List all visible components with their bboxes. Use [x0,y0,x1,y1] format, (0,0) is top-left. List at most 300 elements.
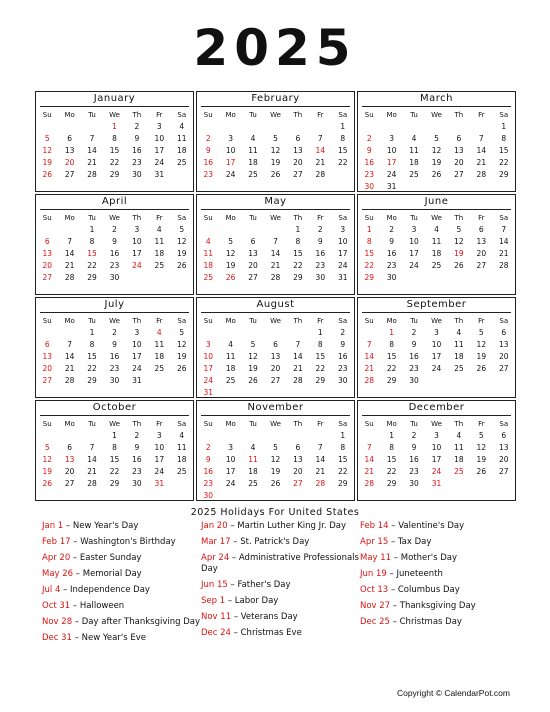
day-cell: 4 [156,328,162,337]
day-cell: 29 [87,273,97,282]
day-cell: 19 [476,352,487,361]
weekday-label: Mo [225,420,236,428]
day-cell: 15 [386,455,397,464]
day-cell: 21 [270,261,281,270]
copyright: Copyright © CalendarPot.com [396,688,510,698]
weekday-label: Th [454,420,464,428]
day-cell: 24 [132,261,142,270]
weekday-label: Sa [177,420,187,428]
holidays-column-3 [360,521,520,633]
holiday-name: – New Year's Day [63,521,139,531]
day-cell: 19 [42,158,52,167]
day-cell: 18 [225,364,236,373]
weekday-label: Tu [88,420,96,428]
day-cell: 28 [64,273,75,282]
holiday-item [201,628,361,639]
weekday-label: Mo [225,111,236,119]
day-cell: 18 [176,455,187,464]
day-cell: 26 [176,261,187,270]
day-cell: 12 [176,340,187,349]
holiday-name: – New Year's Eve [71,633,146,643]
holiday-item [201,537,361,548]
day-cell: 25 [248,170,258,179]
holiday-item [42,633,202,644]
holiday-item [201,521,361,532]
holiday-date: Dec 25 [360,617,390,627]
day-cell: 19 [176,249,187,258]
weekday-label: Mo [64,317,75,325]
day-cell: 8 [89,340,95,349]
day-cell: 10 [431,443,442,452]
weekday-label: Tu [410,214,418,222]
day-cell: 31 [386,182,397,191]
month-title: March [362,92,511,107]
day-cell: 1 [295,225,301,234]
holidays-title: 2025 Holidays For United States [190,507,360,518]
weekday-label: We [270,317,281,325]
weekday-label: Th [293,420,303,428]
day-cell: 19 [431,158,442,167]
day-cell: 27 [64,479,75,488]
year-title: 2025 [193,19,357,77]
holiday-date: Apr 15 [360,537,389,547]
day-cell: 1 [340,431,346,440]
holiday-date: Jun 19 [360,569,387,579]
holiday-item [360,585,520,596]
month-september [357,297,516,398]
day-cell: 20 [476,249,487,258]
holiday-item [360,553,520,564]
day-cell: 4 [456,328,462,337]
day-cell: 3 [434,328,439,337]
day-cell: 30 [409,479,419,488]
day-cell: 10 [386,146,397,155]
day-cell: 21 [293,364,303,373]
day-cell: 3 [389,134,395,143]
holiday-item [201,612,361,623]
weekday-label: Sa [499,111,509,119]
day-cell: 16 [409,352,419,361]
holiday-date: May 11 [360,553,392,563]
holiday-item [360,537,520,548]
day-cell: 10 [431,340,442,349]
day-cell: 25 [409,170,419,179]
day-cell: 8 [295,237,301,246]
day-cell: 17 [337,249,348,258]
day-cell: 20 [64,158,75,167]
weekday-label: Su [203,111,213,119]
day-cell: 11 [454,340,464,349]
day-cell: 10 [154,443,165,452]
day-cell: 12 [454,237,464,246]
day-cell: 31 [154,479,165,488]
day-cell: 10 [203,352,213,361]
day-cell: 1 [501,122,507,131]
day-cell: 19 [270,467,281,476]
day-cell: 20 [248,261,258,270]
weekday-label: Th [454,317,464,325]
weekday-label: Su [364,214,374,222]
day-cell: 26 [270,170,281,179]
day-cell: 15 [293,249,303,258]
day-cell: 26 [476,467,487,476]
day-cell: 28 [364,376,374,385]
day-cell: 30 [109,273,120,282]
day-cell: 26 [270,479,281,488]
holiday-date: Dec 31 [42,633,72,643]
day-cell: 30 [203,491,213,500]
day-cell: 28 [315,170,326,179]
day-cell: 1 [112,431,117,440]
weekday-label: Mo [225,214,236,222]
day-cell: 3 [156,431,162,440]
day-cell: 21 [87,158,97,167]
holiday-date: Feb 17 [42,537,71,547]
day-cell: 15 [498,146,509,155]
day-cell: 13 [476,237,487,246]
day-cell: 26 [248,376,258,385]
day-cell: 6 [295,443,301,452]
day-cell: 15 [337,455,348,464]
holiday-date: Jun 15 [201,580,228,590]
day-cell: 23 [132,158,142,167]
day-cell: 14 [87,455,97,464]
day-cell: 10 [154,134,165,143]
day-cell: 2 [389,225,395,234]
day-cell: 16 [109,249,120,258]
day-cell: 5 [250,340,256,349]
holiday-item [42,617,202,628]
month-april [35,194,194,295]
day-cell: 14 [315,146,326,155]
day-cell: 24 [132,364,142,373]
day-cell: 25 [454,467,464,476]
weekday-label: Tu [249,420,257,428]
day-cell: 31 [203,388,213,397]
day-cell: 29 [364,273,374,282]
day-cell: 11 [454,443,464,452]
weekday-label: Fr [478,317,485,325]
day-cell: 20 [42,261,52,270]
day-cell: 22 [87,261,97,270]
day-cell: 17 [386,158,397,167]
day-cell: 6 [273,340,278,349]
day-cell: 27 [454,170,464,179]
day-cell: 7 [273,237,278,246]
weekday-label: Th [454,214,464,222]
holiday-date: Nov 27 [360,601,391,611]
day-cell: 13 [42,352,52,361]
day-cell: 1 [340,122,346,131]
day-cell: 5 [273,134,278,143]
day-cell: 13 [454,146,464,155]
day-cell: 2 [366,134,372,143]
day-cell: 19 [454,249,464,258]
weekday-label: Tu [88,111,96,119]
day-cell: 28 [64,376,75,385]
month-title: June [362,195,511,210]
day-cell: 22 [364,261,374,270]
day-cell: 11 [176,443,187,452]
weekday-label: Tu [410,317,418,325]
day-cell: 2 [134,431,140,440]
day-cell: 20 [42,364,52,373]
holiday-date: Mar 17 [201,537,231,547]
day-cell: 22 [315,364,326,373]
weekday-label: Sa [499,214,509,222]
weekday-label: Sa [338,111,348,119]
day-cell: 7 [67,340,73,349]
day-cell: 17 [431,352,442,361]
day-cell: 9 [205,146,211,155]
day-cell: 2 [317,225,323,234]
holiday-name: – Christmas Day [389,617,462,627]
day-cell: 11 [154,340,165,349]
weekday-label: Th [132,214,142,222]
holiday-name: – Thanksgiving Day [390,601,476,611]
day-cell: 17 [431,455,442,464]
day-cell: 12 [176,237,187,246]
day-cell: 18 [248,467,258,476]
day-cell: 31 [132,376,142,385]
day-cell: 23 [109,364,120,373]
day-cell: 15 [87,352,97,361]
day-cell: 13 [64,146,75,155]
day-cell: 6 [44,237,50,246]
weekday-label: Su [42,214,52,222]
holiday-name: – Easter Sunday [70,553,142,563]
day-cell: 12 [431,146,442,155]
day-cell: 6 [501,431,507,440]
day-cell: 22 [293,261,303,270]
month-may [196,194,355,295]
day-cell: 4 [179,122,185,131]
day-cell: 14 [315,455,326,464]
day-cell: 3 [228,134,234,143]
day-cell: 7 [89,443,95,452]
day-cell: 5 [434,134,439,143]
day-cell: 2 [340,328,346,337]
weekday-label: Fr [156,317,163,325]
day-cell: 23 [132,467,142,476]
weekday-label: Mo [64,111,75,119]
day-cell: 1 [89,328,95,337]
day-cell: 9 [134,134,140,143]
day-cell: 16 [109,352,120,361]
weekday-label: We [431,317,442,325]
day-cell: 26 [42,479,52,488]
day-cell: 14 [498,237,509,246]
day-cell: 29 [109,170,120,179]
weekday-label: Mo [386,317,397,325]
day-cell: 4 [179,431,185,440]
day-cell: 26 [431,170,442,179]
day-cell: 23 [109,261,120,270]
day-cell: 22 [337,467,348,476]
weekday-label: Mo [225,317,236,325]
day-cell: 5 [478,431,484,440]
weekday-label: Tu [88,214,96,222]
holiday-name: – Mother's Day [391,553,457,563]
day-cell: 12 [225,249,236,258]
weekday-label: Fr [478,420,485,428]
holiday-item [360,617,520,628]
day-cell: 25 [176,158,187,167]
day-cell: 14 [364,455,374,464]
day-cell: 25 [454,364,464,373]
holiday-name: – Labor Day [225,596,279,606]
day-cell: 19 [476,455,487,464]
day-cell: 15 [87,249,97,258]
day-cell: 18 [248,158,258,167]
day-cell: 29 [337,479,348,488]
day-cell: 21 [87,467,97,476]
month-title: November [201,401,350,416]
holiday-item [42,521,202,532]
day-cell: 10 [132,237,142,246]
day-cell: 28 [87,170,97,179]
weekday-label: Su [364,420,374,428]
weekday-label: Su [42,317,52,325]
day-cell: 24 [154,158,165,167]
month-title: February [201,92,350,107]
day-cell: 28 [270,273,281,282]
day-cell: 28 [364,479,374,488]
day-cell: 27 [498,364,509,373]
weekday-label: We [270,214,281,222]
day-cell: 13 [270,352,281,361]
month-title: August [201,298,350,313]
weekday-label: Su [203,420,213,428]
day-cell: 27 [270,376,281,385]
day-cell: 2 [205,443,211,452]
weekday-label: Th [454,111,464,119]
weekday-label: Fr [317,111,324,119]
day-cell: 11 [431,237,442,246]
day-cell: 7 [317,443,323,452]
day-cell: 5 [44,134,50,143]
month-title: April [40,195,189,210]
holiday-item [201,596,361,607]
day-cell: 23 [409,364,419,373]
holiday-name: – Christmas Eve [230,628,302,638]
day-cell: 1 [112,122,117,131]
month-january [35,91,194,192]
day-cell: 25 [248,479,258,488]
day-cell: 12 [476,443,487,452]
weekday-label: Fr [317,317,324,325]
holiday-date: Jan 1 [42,521,64,531]
day-cell: 25 [225,376,236,385]
day-cell: 6 [67,134,73,143]
weekday-label: Sa [177,214,187,222]
day-cell: 9 [134,443,140,452]
day-cell: 30 [364,182,374,191]
holiday-item [42,569,202,580]
day-cell: 31 [154,170,165,179]
day-cell: 9 [389,237,395,246]
holiday-item [360,601,520,612]
day-cell: 30 [386,273,397,282]
day-cell: 12 [476,340,487,349]
weekday-label: We [431,420,442,428]
day-cell: 24 [409,261,419,270]
day-cell: 7 [317,134,323,143]
day-cell: 14 [87,146,97,155]
holiday-date: May 26 [42,569,74,579]
day-cell: 3 [340,225,346,234]
day-cell: 10 [409,237,419,246]
day-cell: 14 [364,352,374,361]
weekday-label: Th [293,214,303,222]
day-cell: 15 [315,352,326,361]
day-cell: 21 [364,364,374,373]
day-cell: 9 [411,443,417,452]
weekday-label: Mo [386,111,397,119]
day-cell: 24 [431,364,442,373]
day-cell: 1 [389,328,395,337]
day-cell: 7 [501,225,507,234]
month-august [196,297,355,398]
day-cell: 12 [42,146,52,155]
day-cell: 25 [176,467,187,476]
weekday-label: Tu [410,420,418,428]
day-cell: 3 [205,340,211,349]
day-cell: 8 [366,237,372,246]
day-cell: 13 [498,340,509,349]
day-cell: 8 [112,134,117,143]
day-cell: 30 [132,170,142,179]
weekday-label: Th [132,111,142,119]
day-cell: 24 [431,467,442,476]
day-cell: 26 [225,273,236,282]
month-december [357,400,516,501]
day-cell: 13 [293,455,303,464]
day-cell: 10 [225,455,236,464]
weekday-label: Sa [177,111,187,119]
day-cell: 14 [64,249,75,258]
day-cell: 14 [270,249,281,258]
day-cell: 5 [179,225,185,234]
weekday-label: We [431,214,442,222]
day-cell: 15 [109,146,120,155]
day-cell: 27 [64,170,75,179]
day-cell: 18 [154,352,165,361]
day-cell: 9 [112,340,117,349]
day-cell: 30 [132,479,142,488]
day-cell: 15 [386,352,397,361]
month-title: January [40,92,189,107]
day-cell: 4 [250,134,256,143]
day-cell: 12 [270,455,281,464]
day-cell: 6 [478,225,484,234]
day-cell: 23 [203,170,213,179]
weekday-label: Fr [156,214,163,222]
day-cell: 21 [498,249,509,258]
day-cell: 29 [87,376,97,385]
day-cell: 29 [386,479,397,488]
month-october [35,400,194,501]
holiday-name: – Martin Luther King Jr. Day [227,521,347,531]
holiday-name: – Father's Day [227,580,291,590]
day-cell: 15 [337,146,348,155]
weekday-label: Sa [499,317,509,325]
month-june [357,194,516,295]
day-cell: 19 [270,158,281,167]
holiday-name: – St. Patrick's Day [230,537,310,547]
weekday-label: Mo [386,420,397,428]
day-cell: 5 [44,443,50,452]
